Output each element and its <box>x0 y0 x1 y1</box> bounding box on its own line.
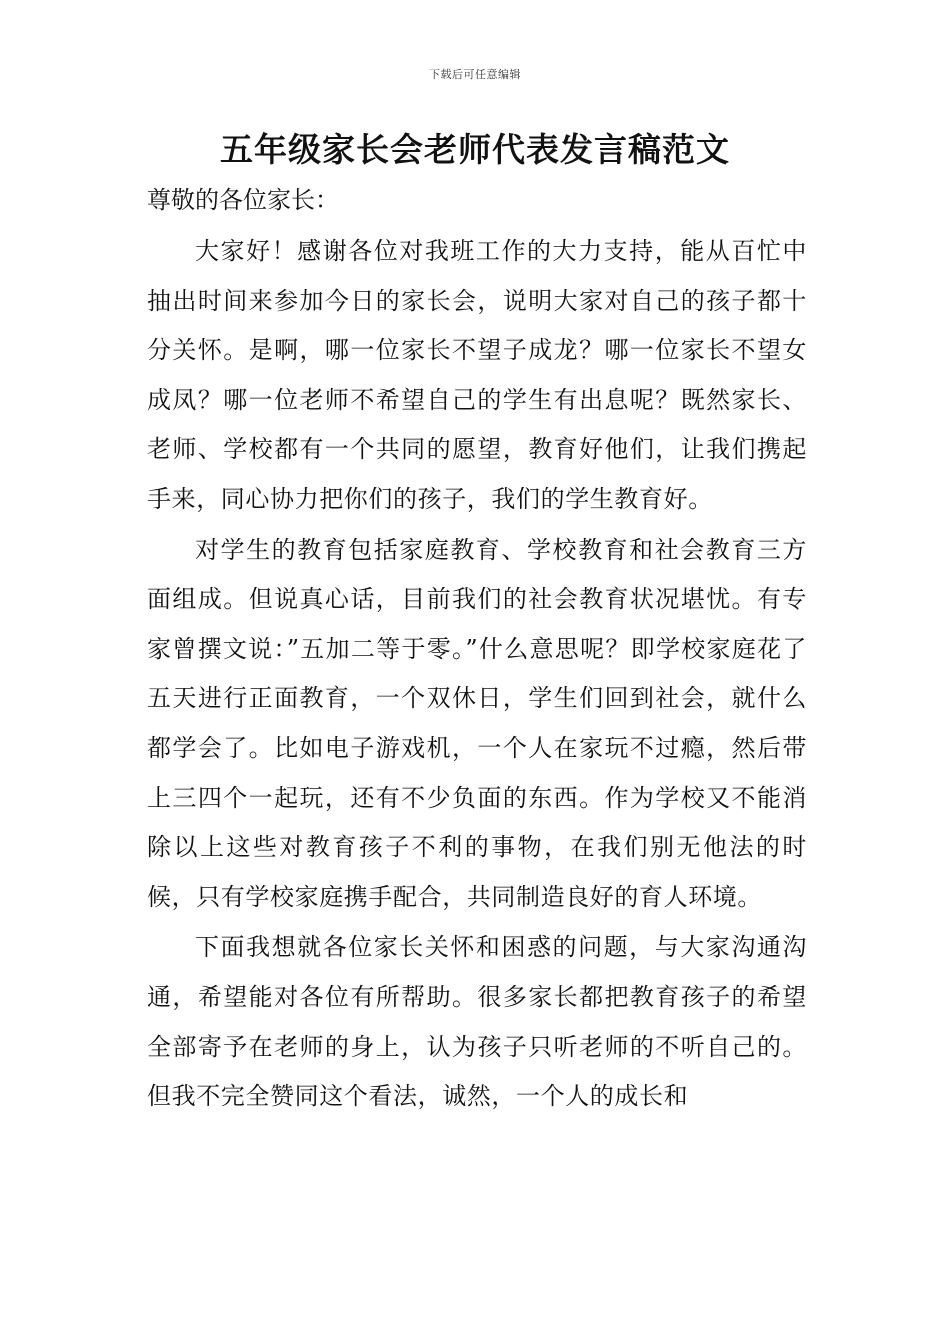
paragraph-1: 大家好！感谢各位对我班工作的大力支持，能从百忙中抽出时间来参加今日的家长会，说明大家对自己的孩子都十分关怀。是啊，哪一位家长不望子成龙？哪一位家长不望女成凤？哪一位老师不希望自己的学生有出息呢？既然家长、老师、学校都有一个共同的愿望，教育好他们，让我们携起手来，同心协力把你们的孩子，我们的学生教育好。 <box>147 237 807 513</box>
document-title: 五年级家长会老师代表发言稿范文 <box>220 130 730 169</box>
document-body <box>147 227 807 1122</box>
paragraph-3: 下面我想就各位家长关怀和困惑的问题，与大家沟通沟通，希望能对各位有所帮助。很多家长都把教育孩子的希望全部寄予在老师的身上，认为孩子只听老师的不听自己的。但我不完全赞同这个看法，诚然，一个人的成长和 <box>147 933 807 1111</box>
header-note: 下载后可任意编辑 <box>429 68 521 81</box>
paragraph-2: 对学生的教育包括家庭教育、学校教育和社会教育三方面组成。但说真心话，目前我们的社会教育状况堪忧。有专家曾撰文说：”五加二等于零。”什么意思呢？即学校家庭花了五天进行正面教育，一个双休日，学生们回到社会，就什么都学会了。比如电子游戏机，一个人在家玩不过瘾，然后带上三四个一起玩，还有不少负面的东西。作为学校又不能消除以上这些对教育孩子不利的事物，在我们别无他法的时候，只有学校家庭携手配合，共同制造良好的育人环境。 <box>147 535 807 911</box>
salutation: 尊敬的各位家长： <box>147 186 339 214</box>
